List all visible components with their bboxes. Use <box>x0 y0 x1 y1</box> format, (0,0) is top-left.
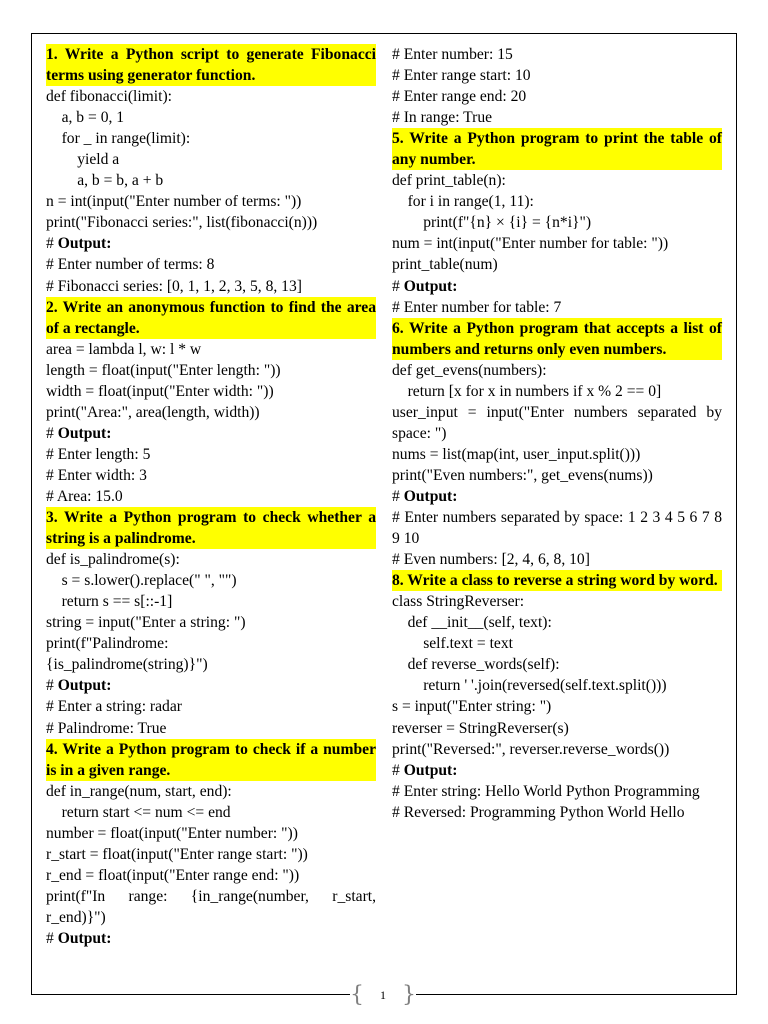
code-line: # In range: True <box>392 109 493 127</box>
comment-prefix: # <box>46 677 58 695</box>
code-line: # Enter range start: 10 <box>392 67 531 85</box>
page-number-box <box>350 982 416 1006</box>
code-line: def in_range(num, start, end): <box>46 782 232 800</box>
output-label-text: Output: <box>403 761 458 779</box>
code-line: s = input("Enter string: ") <box>392 698 552 716</box>
code-line: return start <= num <= end <box>46 803 231 821</box>
output-label-text: Output: <box>403 487 458 505</box>
code-line: r_end = float(input("Enter range end: ")) <box>46 866 300 884</box>
question-heading-text: 8. Write a class to reverse a string word by word. <box>392 572 718 590</box>
question-heading-text: 6. Write a Python program that accepts a list of numbers and returns only even numbers. <box>392 319 722 358</box>
output-label <box>392 486 722 507</box>
code-line: return [x for x in numbers if x % 2 == 0] <box>392 382 662 400</box>
code-line: def print_table(n): <box>392 172 506 190</box>
code-line: # Reversed: Programming Python World Hello <box>392 803 685 821</box>
code-line: width = float(input("Enter width: ")) <box>46 382 274 400</box>
code-line: s = s.lower().replace(" ", "") <box>46 572 237 590</box>
code-line: print("Area:", area(length, width)) <box>46 403 260 421</box>
page-number: 1 <box>380 988 386 1003</box>
question-heading <box>392 570 722 591</box>
code-line: n = int(input("Enter number of terms: ")) <box>46 193 302 211</box>
code-line: print(f"{n} × {i} = {n*i}") <box>392 214 592 232</box>
code-line: num = int(input("Enter number for table: ")) <box>392 235 669 253</box>
comment-prefix: # <box>46 929 58 947</box>
question-heading <box>46 297 376 339</box>
output-label-text: Output: <box>57 424 112 442</box>
code-line: def reverse_words(self): <box>392 656 560 674</box>
code-line: def __init__(self, text): <box>392 614 552 632</box>
code-line: # Enter string: Hello World Python Programming <box>392 782 700 800</box>
code-line: nums = list(map(int, user_input.split())) <box>392 445 641 463</box>
comment-prefix: # <box>392 487 404 505</box>
comment-prefix: # <box>46 424 58 442</box>
code-line: area = lambda l, w: l * w <box>46 340 202 358</box>
comment-prefix: # <box>46 235 58 253</box>
code-line: for _ in range(limit): <box>46 130 191 148</box>
output-label-text: Output: <box>57 235 112 253</box>
question-heading-text: 1. Write a Python script to generate Fibonacci terms using generator function. <box>46 46 376 85</box>
output-label <box>46 233 376 254</box>
code-line: # Enter number for table: 7 <box>392 298 562 316</box>
code-line: print(f"In range: {in_range(number, r_start, r_end)}") <box>46 887 376 926</box>
left-column <box>46 44 376 949</box>
code-line: def fibonacci(limit): <box>46 88 172 106</box>
output-label <box>46 675 376 696</box>
code-line: print("Fibonacci series:", list(fibonacci(n))) <box>46 214 318 232</box>
output-label <box>46 423 376 444</box>
code-line: user_input = input("Enter numbers separated by space: ") <box>392 403 722 442</box>
code-line: # Enter width: 3 <box>46 466 147 484</box>
output-label <box>392 276 722 297</box>
question-heading <box>392 128 722 170</box>
code-line: # Palindrome: True <box>46 719 167 737</box>
page-footer <box>0 981 768 1011</box>
comment-prefix: # <box>392 277 404 295</box>
code-line: print(f"Palindrome: <box>46 635 169 653</box>
code-line: a, b = 0, 1 <box>46 109 125 127</box>
code-line: # Enter number: 15 <box>392 46 513 63</box>
code-line: # Enter a string: radar <box>46 698 182 716</box>
output-label-text: Output: <box>57 929 112 947</box>
comment-prefix: # <box>392 761 404 779</box>
question-heading-text: 5. Write a Python program to print the table of any number. <box>392 130 722 169</box>
code-line: # Enter number of terms: 8 <box>46 256 215 274</box>
code-line: # Fibonacci series: [0, 1, 1, 2, 3, 5, 8, 13] <box>46 277 302 295</box>
output-label <box>392 760 722 781</box>
question-heading-text: 3. Write a Python program to check whether a string is a palindrome. <box>46 509 376 548</box>
code-line: class StringReverser: <box>392 593 525 611</box>
code-line: yield a <box>46 151 120 169</box>
question-heading <box>392 318 722 360</box>
code-line: # Area: 15.0 <box>46 487 123 505</box>
code-line: length = float(input("Enter length: ")) <box>46 361 281 379</box>
code-line: return s == s[::-1] <box>46 593 173 611</box>
code-line: r_start = float(input("Enter range start: ")) <box>46 845 308 863</box>
code-line: # Enter numbers separated by space: 1 2 3 4 5 6 7 8 9 10 <box>392 509 722 548</box>
code-line: string = input("Enter a string: ") <box>46 614 246 632</box>
left-brace-icon: { <box>350 982 364 1008</box>
code-line: def is_palindrome(s): <box>46 551 180 569</box>
code-line: def get_evens(numbers): <box>392 361 547 379</box>
code-line: # Even numbers: [2, 4, 6, 8, 10] <box>392 551 590 569</box>
code-line: self.text = text <box>392 635 513 653</box>
code-line: # Enter range end: 20 <box>392 88 527 106</box>
right-column <box>392 44 722 823</box>
output-label <box>46 928 376 949</box>
question-heading <box>46 739 376 781</box>
output-label-text: Output: <box>403 277 458 295</box>
code-line: reverser = StringReverser(s) <box>392 719 569 737</box>
code-line: {is_palindrome(string)}") <box>46 656 208 674</box>
code-line: a, b = b, a + b <box>46 172 164 190</box>
code-line: print("Reversed:", reverser.reverse_words()) <box>392 740 670 758</box>
code-line: for i in range(1, 11): <box>392 193 534 211</box>
code-line: number = float(input("Enter number: ")) <box>46 824 298 842</box>
question-heading <box>46 44 376 86</box>
question-heading <box>46 507 376 549</box>
code-line: # Enter length: 5 <box>46 445 151 463</box>
code-line: print("Even numbers:", get_evens(nums)) <box>392 466 653 484</box>
question-heading-text: 4. Write a Python program to check if a number is in a given range. <box>46 740 376 779</box>
output-label-text: Output: <box>57 677 112 695</box>
code-line: return ' '.join(reversed(self.text.split())) <box>392 677 667 695</box>
code-line: print_table(num) <box>392 256 498 274</box>
right-brace-icon: } <box>402 982 416 1008</box>
question-heading-text: 2. Write an anonymous function to find the area of a rectangle. <box>46 298 376 337</box>
